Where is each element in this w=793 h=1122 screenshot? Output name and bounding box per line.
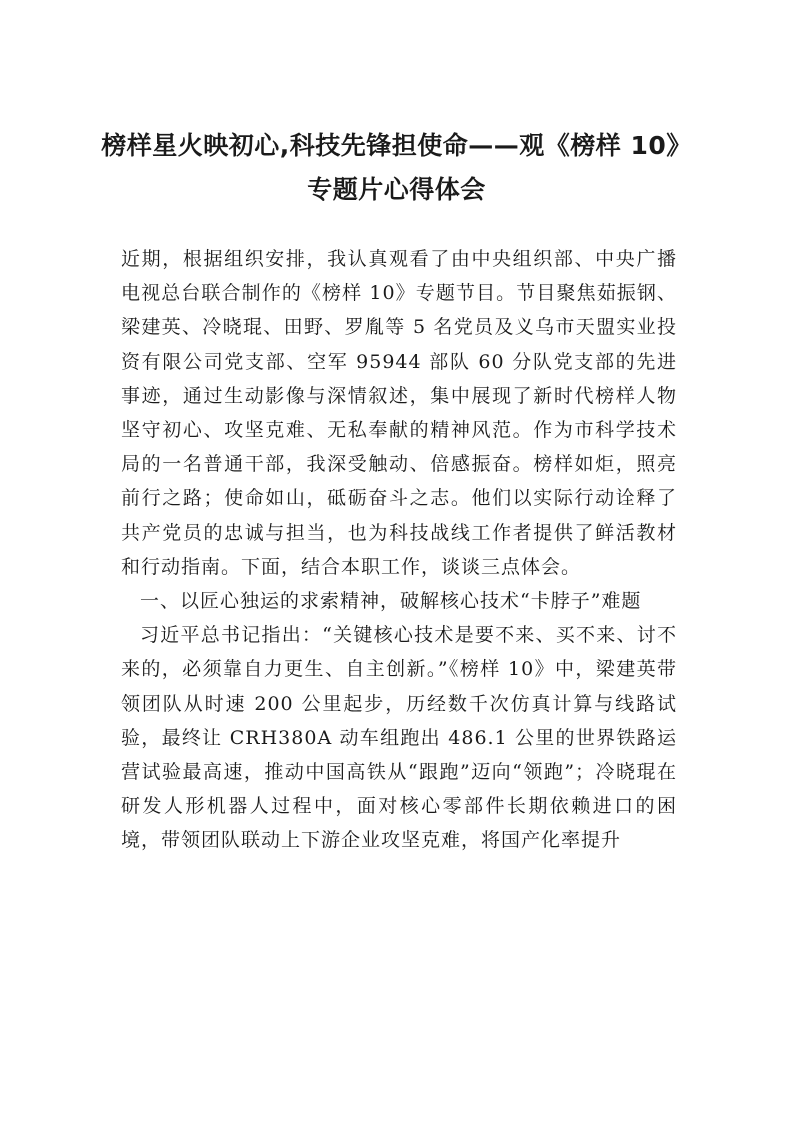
section-paragraph: 习近平总书记指出：“关键核心技术是要不来、买不来、讨不来的，必须靠自力更生、自主创新。”《榜样 10》中，梁建英带领团队从时速 200 公里起步，历经数千次仿真计算与线路试验，最终让 CRH380A 动车组跑出 486.1 公里的世界铁路运营试验最高速，推动中国高铁从“跟跑”迈向“领跑”；冷晓琨在研发人形机器人过程中，面对核心零部件长期依赖进口的困境，带领团队联动上下游企业攻坚克难，将国产化率提升 bbox=[121, 624, 677, 852]
intro-paragraph: 近期，根据组织安排，我认真观看了由中央组织部、中央广播电视总台联合制作的《榜样 10》专题节目。节目聚焦茹振钢、梁建英、冷晓琨、田野、罗胤等 5 名党员及义乌市天盟实业投资有限公司党支部、空军 95944 部队 60 分队党支部的先进事迹，通过生动影像与深情叙述，集中展现了新时代榜样人物坚守初心、攻坚克难、无私奉献的精神风范。作为市科学技术局的一名普通干部，我深受触动、倍感振奋。榜样如炬，照亮前行之路；使命如山，砥砺奋斗之志。他们以实际行动诠释了共产党员的忠诚与担当，也为科技战线工作者提供了鲜活教材和行动指南。下面，结合本职工作，谈谈三点体会。 bbox=[121, 248, 677, 578]
section-heading: 一、以匠心独运的求索精神，破解核心技术“卡脖子”难题 bbox=[140, 590, 642, 613]
document-title: 榜样星火映初心,科技先锋担使命——观《榜样 10》专题片心得体会 bbox=[101, 131, 692, 204]
document-body bbox=[121, 242, 677, 858]
